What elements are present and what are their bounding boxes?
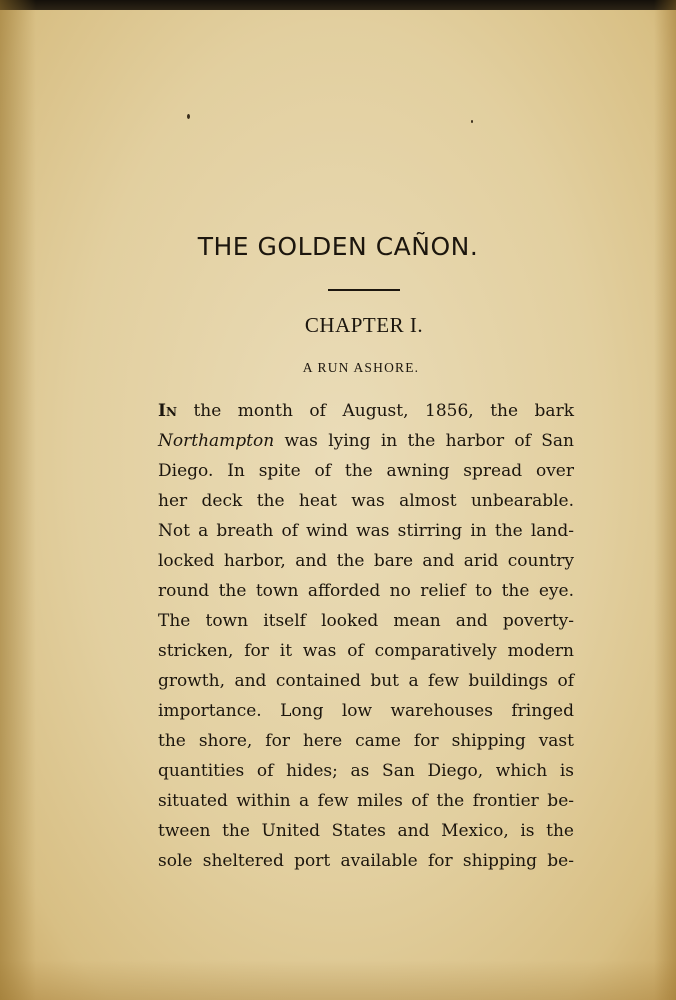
text-line: Diego. In spite of the awning spread over [158,461,574,481]
body-text [158,396,574,876]
text-line: round the town afforded no relief to the eye. [158,581,574,601]
text-line: The town itself looked mean and poverty- [158,611,574,631]
text-line: quantities of hides; as San Diego, which is [158,761,574,781]
ship-name: Northampton [158,431,275,451]
text-line: Not a breath of wind was stirring in the land- [158,521,574,541]
drop-cap-word: In [158,401,177,421]
page-edge-shadow [654,0,676,1000]
chapter-subtitle: A RUN ASHORE. [302,360,420,375]
text-line [158,426,574,456]
text-line: growth, and contained but a few buildings of [158,671,574,691]
text-line: tween the United States and Mexico, is the [158,821,574,841]
text-line: stricken, for it was of comparatively modern [158,641,574,661]
text-line: her deck the heat was almost unbearable. [158,491,574,511]
text-line: importance. Long low warehouses fringed [158,701,574,721]
text-line: the shore, for here came for shipping vast [158,731,574,751]
text-line: locked harbor, and the bare and arid country [158,551,574,571]
text-line-content: was lying in the harbor of San [274,431,574,451]
paper-speck [187,114,190,119]
page-bottom-shadow [0,960,676,1000]
paper-speck [471,120,473,123]
text-line: sole sheltered port available for shipping be- [158,851,574,871]
text-line [158,396,574,426]
text-line: situated within a few miles of the frontier be- [158,791,574,811]
book-title: THE GOLDEN CAÑON. [197,232,479,261]
chapter-heading: CHAPTER I. [304,313,424,337]
title-rule [328,289,400,291]
text-line-content: the month of August, 1856, the bark [176,401,574,421]
